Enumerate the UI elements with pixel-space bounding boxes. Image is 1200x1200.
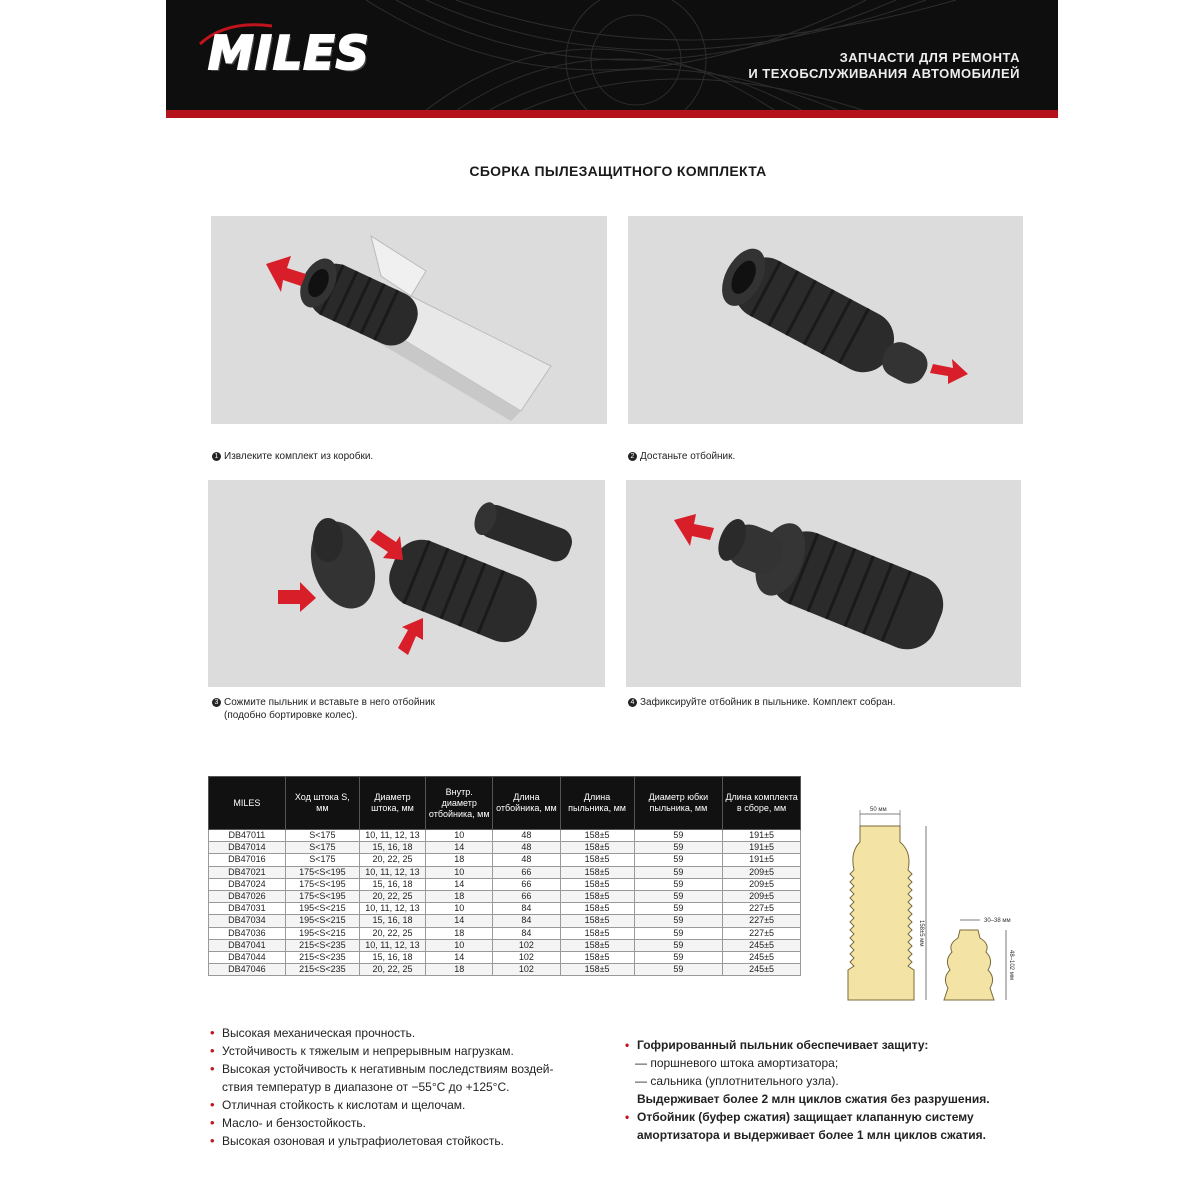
table-cell: 66 xyxy=(493,878,560,890)
table-cell: 10, 11, 12, 13 xyxy=(359,939,425,951)
table-cell: DB47014 xyxy=(209,842,286,854)
table-cell: 158±5 xyxy=(560,951,634,963)
step-number-1-icon: 1 xyxy=(212,452,221,461)
table-cell: 191±5 xyxy=(723,830,801,842)
step-1-caption xyxy=(212,450,373,463)
table-cell: 102 xyxy=(493,964,560,976)
table-cell: 10 xyxy=(426,830,493,842)
page-title: СБОРКА ПЫЛЕЗАЩИТНОГО КОМПЛЕКТА xyxy=(469,163,767,179)
header-tagline xyxy=(748,50,1020,82)
step-3-caption xyxy=(212,696,435,722)
table-cell: 215<S<235 xyxy=(285,964,359,976)
table-cell: 158±5 xyxy=(560,842,634,854)
col-header: Длина пыльника, мм xyxy=(560,777,634,830)
table-cell: 102 xyxy=(493,939,560,951)
table-row xyxy=(209,915,801,927)
table-cell: DB47041 xyxy=(209,939,286,951)
table-cell: 59 xyxy=(634,842,723,854)
table-row xyxy=(209,866,801,878)
table-cell: 14 xyxy=(426,915,493,927)
table-cell: 18 xyxy=(426,964,493,976)
table-cell: 215<S<235 xyxy=(285,939,359,951)
table-cell: DB47021 xyxy=(209,866,286,878)
table-cell: 10 xyxy=(426,866,493,878)
table-cell: 48 xyxy=(493,830,560,842)
feature-item: • Отличная стойкость к кислотам и щелочам. xyxy=(208,1096,628,1114)
table-cell: DB47026 xyxy=(209,890,286,902)
table-cell: 215<S<235 xyxy=(285,951,359,963)
table-cell: 102 xyxy=(493,951,560,963)
table-cell: 20, 22, 25 xyxy=(359,854,425,866)
step-4-caption xyxy=(628,696,896,709)
bumper-shape xyxy=(944,930,994,1000)
protection-item: — сальника (уплотнительного узла). xyxy=(635,1074,839,1088)
table-row xyxy=(209,842,801,854)
table-cell: 14 xyxy=(426,878,493,890)
table-cell: 245±5 xyxy=(723,951,801,963)
table-cell: 15, 16, 18 xyxy=(359,878,425,890)
col-header: Ход штока S, мм xyxy=(285,777,359,830)
step-2-text: Достаньте отбойник. xyxy=(640,451,736,462)
boot-shape xyxy=(848,826,914,1000)
table-cell: 158±5 xyxy=(560,830,634,842)
table-row xyxy=(209,951,801,963)
table-cell: 191±5 xyxy=(723,854,801,866)
step-1-text: Извлеките комплект из коробки. xyxy=(224,451,374,462)
table-cell: 10 xyxy=(426,903,493,915)
table-row xyxy=(209,939,801,951)
table-cell: 245±5 xyxy=(723,964,801,976)
arrow-icon xyxy=(398,618,423,655)
table-cell: 84 xyxy=(493,903,560,915)
feature-text: Высокая устойчивость к негативным последствиям воздей- xyxy=(222,1062,554,1076)
table-row xyxy=(209,964,801,976)
dimension-diagram xyxy=(830,800,1070,1010)
features-list xyxy=(208,1024,628,1150)
feature-item: • Высокая механическая прочность. xyxy=(208,1024,628,1042)
table-cell: 20, 22, 25 xyxy=(359,964,425,976)
table-cell: DB47031 xyxy=(209,903,286,915)
table-cell: 59 xyxy=(634,951,723,963)
table-cell: 158±5 xyxy=(560,866,634,878)
col-header: Длина отбойника, мм xyxy=(493,777,560,830)
step-3-text: Сожмите пыльник и вставьте в него отбойник xyxy=(224,697,435,708)
table-cell: 15, 16, 18 xyxy=(359,951,425,963)
table-cell: 15, 16, 18 xyxy=(359,842,425,854)
arrow-icon xyxy=(266,256,306,292)
table-cell: DB47046 xyxy=(209,964,286,976)
table-cell: 175<S<195 xyxy=(285,866,359,878)
table-row xyxy=(209,903,801,915)
durability-text: Выдерживает более 2 млн циклов сжатия без разрушения. xyxy=(637,1092,990,1106)
table-cell: 59 xyxy=(634,854,723,866)
table-cell: S<175 xyxy=(285,842,359,854)
table-cell: 10 xyxy=(426,939,493,951)
table-cell: 15, 16, 18 xyxy=(359,915,425,927)
table-cell: 10, 11, 12, 13 xyxy=(359,903,425,915)
table-cell: 48 xyxy=(493,842,560,854)
feature-item: • Масло- и бензостойкость. xyxy=(208,1114,628,1132)
step-number-2-icon: 2 xyxy=(628,452,637,461)
tagline-line-1: ЗАПЧАСТИ ДЛЯ РЕМОНТА xyxy=(839,50,1020,65)
table-row xyxy=(209,927,801,939)
table-cell: 18 xyxy=(426,927,493,939)
boot-width-label: 50 мм xyxy=(870,807,887,813)
table-cell: 158±5 xyxy=(560,890,634,902)
table-cell: DB47024 xyxy=(209,878,286,890)
table-cell: DB47044 xyxy=(209,951,286,963)
col-header: MILES xyxy=(209,777,286,830)
protection-heading: • Гофрированный пыльник обеспечивает защиту: xyxy=(625,1036,1045,1054)
step-3-text-2: (подобно бортировке колес). xyxy=(224,710,358,721)
arrow-icon xyxy=(278,582,316,612)
table-header-row xyxy=(209,777,801,830)
table-cell: 66 xyxy=(493,866,560,878)
table-row xyxy=(209,890,801,902)
table-cell: 20, 22, 25 xyxy=(359,890,425,902)
table-cell: 209±5 xyxy=(723,878,801,890)
tagline-line-2: И ТЕХОБСЛУЖИВАНИЯ АВТОМОБИЛЕЙ xyxy=(748,66,1020,81)
table-row xyxy=(209,854,801,866)
table-row xyxy=(209,878,801,890)
step-2-caption xyxy=(628,450,735,463)
table-cell: 66 xyxy=(493,890,560,902)
table-cell: 59 xyxy=(634,915,723,927)
table-cell: 195<S<215 xyxy=(285,903,359,915)
bumper-text: • Отбойник (буфер сжатия) защищает клапанную систему xyxy=(625,1108,1045,1126)
table-cell: 59 xyxy=(634,830,723,842)
table-cell: 10, 11, 12, 13 xyxy=(359,866,425,878)
table-cell: 59 xyxy=(634,964,723,976)
table-cell: 59 xyxy=(634,903,723,915)
table-cell: 158±5 xyxy=(560,964,634,976)
step-4-photo xyxy=(626,480,1021,687)
table-cell: 59 xyxy=(634,939,723,951)
arrow-icon xyxy=(370,530,403,560)
step-number-4-icon: 4 xyxy=(628,698,637,707)
table-cell: DB47016 xyxy=(209,854,286,866)
table-cell: 227±5 xyxy=(723,915,801,927)
table-cell: 158±5 xyxy=(560,927,634,939)
boot-length-label: 158±5 мм xyxy=(918,920,924,947)
table-cell: 245±5 xyxy=(723,939,801,951)
step-number-3-icon: 3 xyxy=(212,698,221,707)
table-cell: 195<S<215 xyxy=(285,915,359,927)
feature-item xyxy=(208,1060,628,1096)
table-cell: 158±5 xyxy=(560,903,634,915)
col-header: Длина комплекта в сборе, мм xyxy=(723,777,801,830)
table-cell: 158±5 xyxy=(560,939,634,951)
table-cell: 191±5 xyxy=(723,842,801,854)
table-cell: 59 xyxy=(634,890,723,902)
table-cell: 209±5 xyxy=(723,866,801,878)
feature-text-cont: ствия температур в диапазоне от −55°C до +125°C. xyxy=(222,1080,510,1094)
table-cell: 48 xyxy=(493,854,560,866)
table-cell: 20, 22, 25 xyxy=(359,927,425,939)
miles-logo: MILES xyxy=(208,26,370,80)
table-cell: 175<S<195 xyxy=(285,878,359,890)
table-cell: 227±5 xyxy=(723,903,801,915)
specs-table xyxy=(208,776,801,976)
table-cell: 59 xyxy=(634,878,723,890)
table-cell: 14 xyxy=(426,951,493,963)
table-cell: 209±5 xyxy=(723,890,801,902)
col-header: Диаметр юбки пыльника, мм xyxy=(634,777,723,830)
bumper-length-label: 48–102 мм xyxy=(1008,950,1014,980)
table-cell: S<175 xyxy=(285,854,359,866)
step-3-photo xyxy=(208,480,605,687)
table-cell: 14 xyxy=(426,842,493,854)
table-cell: 227±5 xyxy=(723,927,801,939)
table-cell: DB47011 xyxy=(209,830,286,842)
table-cell: 158±5 xyxy=(560,915,634,927)
table-cell: 59 xyxy=(634,927,723,939)
step-2-photo xyxy=(628,216,1023,424)
table-cell: 195<S<215 xyxy=(285,927,359,939)
bumper-text-2: амортизатора и выдерживает более 1 млн циклов сжатия. xyxy=(637,1128,987,1142)
step-4-text: Зафиксируйте отбойник в пыльнике. Комплект собран. xyxy=(640,697,896,708)
table-cell: 175<S<195 xyxy=(285,890,359,902)
table-cell: 84 xyxy=(493,915,560,927)
step-1-photo xyxy=(211,216,607,424)
table-cell: 59 xyxy=(634,866,723,878)
table-row xyxy=(209,830,801,842)
header-red-stripe xyxy=(166,110,1058,118)
header-banner xyxy=(166,0,1058,118)
arrow-icon xyxy=(930,359,968,384)
table-cell: DB47034 xyxy=(209,915,286,927)
table-cell: 84 xyxy=(493,927,560,939)
bumper-width-label: 30–38 мм xyxy=(984,918,1011,924)
table-cell: 10, 11, 12, 13 xyxy=(359,830,425,842)
feature-item: • Устойчивость к тяжелым и непрерывным нагрузкам. xyxy=(208,1042,628,1060)
table-cell: DB47036 xyxy=(209,927,286,939)
table-cell: 158±5 xyxy=(560,854,634,866)
arrow-icon xyxy=(674,514,714,546)
table-cell: S<175 xyxy=(285,830,359,842)
table-cell: 18 xyxy=(426,854,493,866)
table-cell: 158±5 xyxy=(560,878,634,890)
col-header: Диаметр штока, мм xyxy=(359,777,425,830)
protection-block xyxy=(625,1036,1045,1144)
table-cell: 18 xyxy=(426,890,493,902)
feature-item: • Высокая озоновая и ультрафиолетовая стойкость. xyxy=(208,1132,628,1150)
protection-item: — поршневого штока амортизатора; xyxy=(635,1056,839,1070)
col-header: Внутр. диаметр отбойника, мм xyxy=(426,777,493,830)
